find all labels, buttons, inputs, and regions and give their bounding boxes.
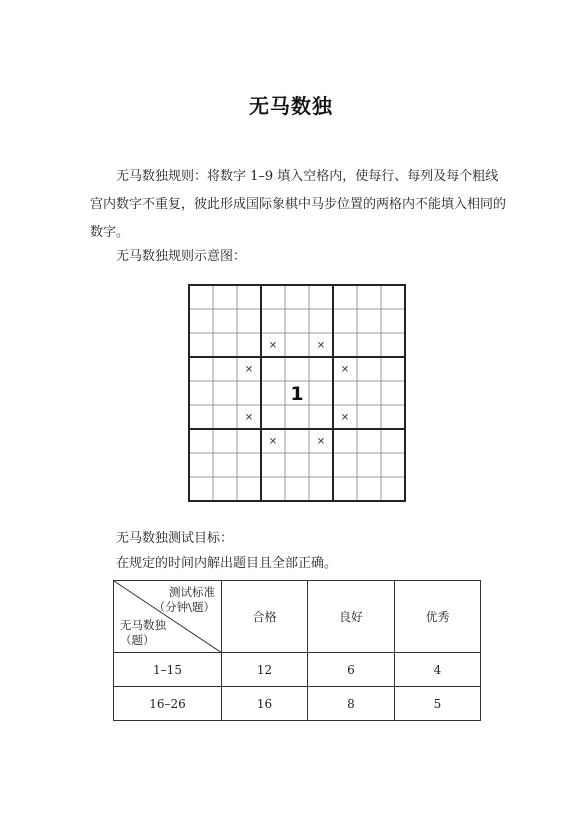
- cross-mark-icon: ✕: [316, 436, 326, 448]
- score-table: [113, 580, 481, 721]
- table-cell: 12: [222, 653, 308, 687]
- corner-top-line1: 测试标准: [169, 585, 215, 599]
- page-title: 无马数独: [249, 94, 333, 118]
- table-row: [114, 687, 481, 721]
- corner-top-line2: （分钟\题）: [153, 600, 215, 614]
- goal-heading: 无马数独测试目标：: [116, 531, 234, 546]
- cross-mark-icon: ✕: [268, 436, 278, 448]
- rules-paragraph: 无马数独规则：将数字 1–9 填入空格内，使每行、每列及每个粗线宫内数字不重复，彼此形成国际象棋中马步位置的两格内不能填入相同的数字。: [90, 169, 507, 240]
- header-excellent: 优秀: [395, 581, 481, 653]
- table-cell: 4: [395, 653, 481, 687]
- diagram-caption: 无马数独规则示意图：: [116, 249, 247, 264]
- corner-bottom-line1: 无马数独: [120, 618, 166, 632]
- cross-mark-icon: ✕: [244, 412, 254, 424]
- corner-bottom-line2: （题）: [120, 633, 155, 647]
- table-cell: 6: [308, 653, 395, 687]
- sudoku-diagram: [188, 284, 406, 502]
- table-corner-cell: [114, 581, 222, 653]
- row-label: 1–15: [114, 653, 222, 687]
- cross-mark-icon: ✕: [316, 340, 326, 352]
- row-label: 16–26: [114, 687, 222, 721]
- center-digit: 1: [290, 383, 304, 405]
- goal-text: 在规定的时间内解出题目且全部正确。: [116, 556, 338, 571]
- header-pass: 合格: [222, 581, 308, 653]
- cross-mark-icon: ✕: [268, 340, 278, 352]
- table-cell: 8: [308, 687, 395, 721]
- table-cell: 5: [395, 687, 481, 721]
- table-cell: 16: [222, 687, 308, 721]
- table-row: [114, 653, 481, 687]
- cross-mark-icon: ✕: [244, 364, 254, 376]
- cross-mark-icon: ✕: [340, 412, 350, 424]
- cross-mark-icon: ✕: [340, 364, 350, 376]
- header-good: 良好: [308, 581, 395, 653]
